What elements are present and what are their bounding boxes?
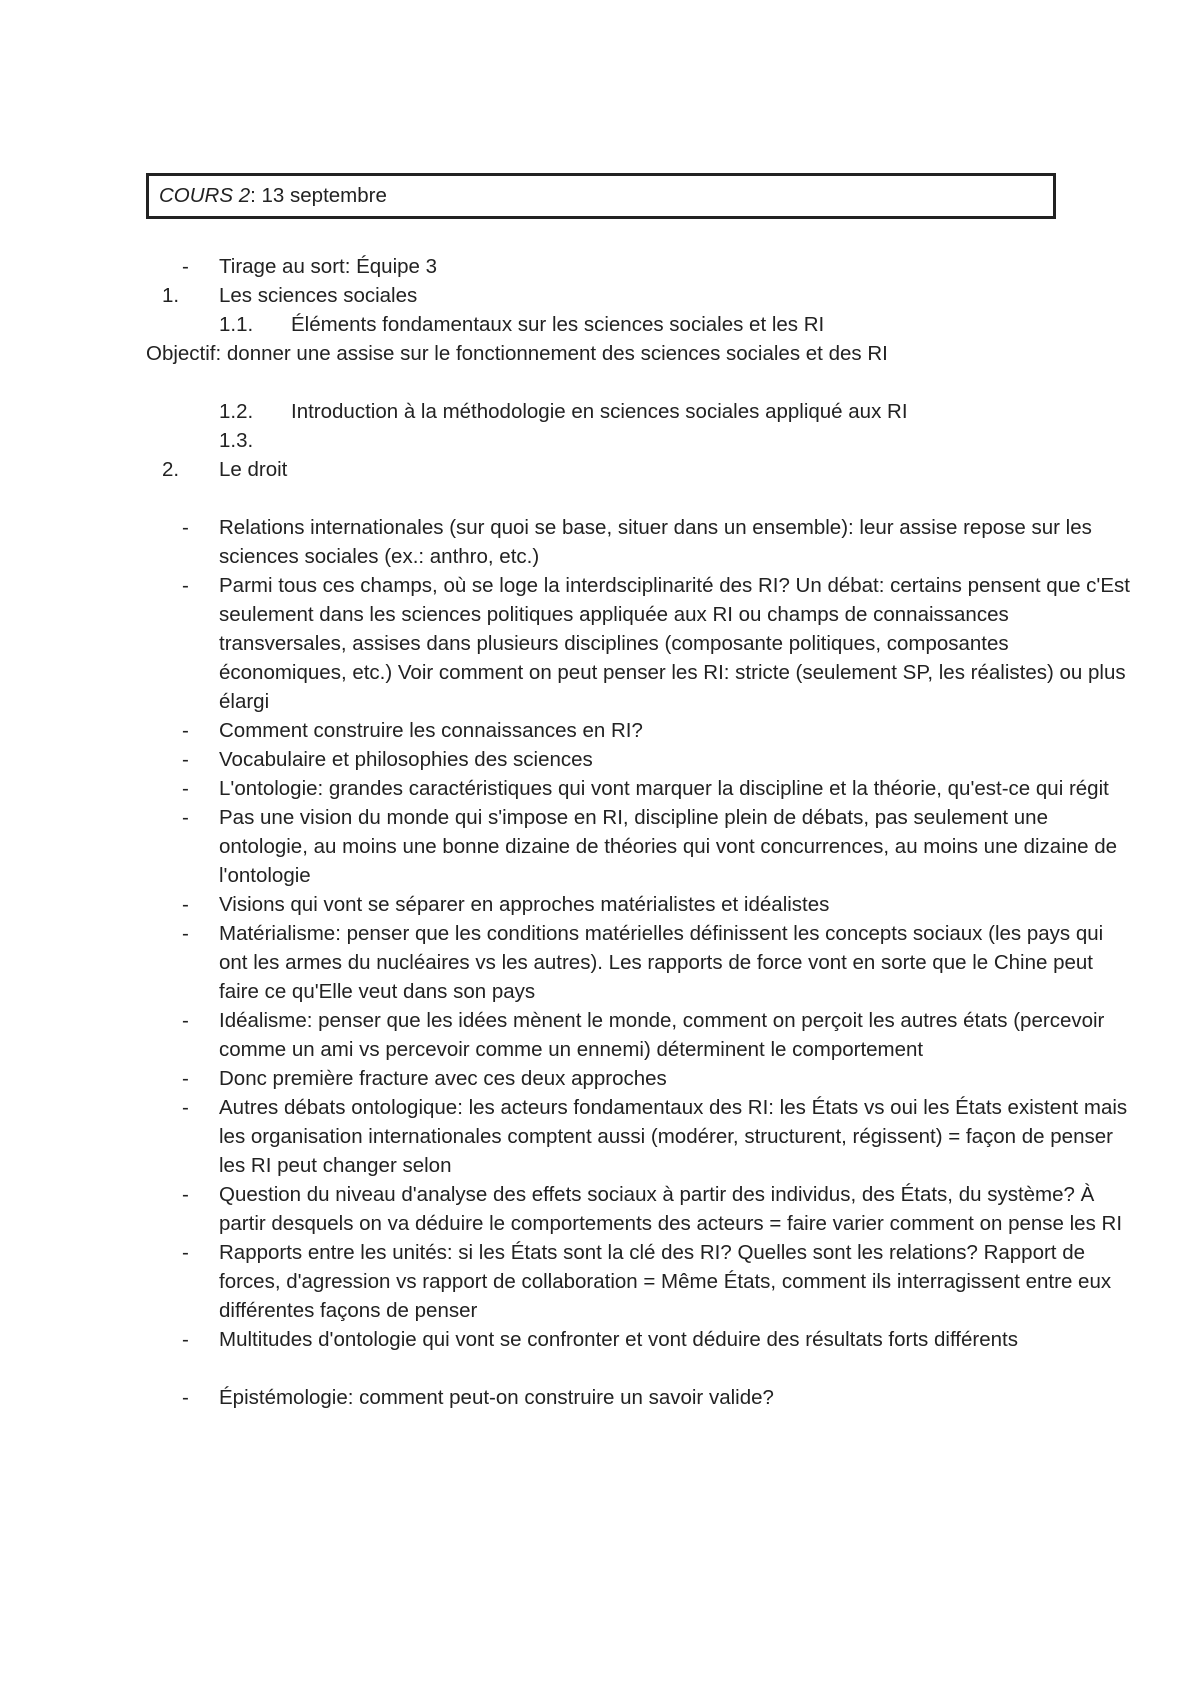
spacer [146,368,1066,397]
dash-marker: - [182,1067,189,1090]
dash-marker: - [182,516,189,539]
subsection-1-2-title: Introduction à la méthodologie en sciences sociales appliqué aux RI [291,400,908,423]
dash-marker: - [182,1386,189,1409]
course-title-box [146,173,1056,219]
dash-marker: - [182,574,189,597]
list-item-text: Épistémologie: comment peut-on construire un savoir valide? [219,1386,774,1409]
notes-bullet-list [146,513,1130,1412]
subsection-1-1-title: Éléments fondamentaux sur les sciences sociales et les RI [291,313,825,336]
dash-marker: - [182,1096,189,1119]
list-item [146,716,1136,745]
list-item [146,919,1136,1006]
list-item-text: Rapports entre les unités: si les États sont la clé des RI? Quelles sont les relations? Rapport de forces, d'agression vs rapport de collaboration = Même États, comment ils interragissent entre eux différentes façons de penser [219,1241,1112,1322]
dash-marker: - [182,255,189,278]
spacer [146,484,1066,513]
list-item [146,890,1136,919]
list-item-text: Visions qui vont se séparer en approches matérialistes et idéalistes [219,893,830,916]
list-item-text: Vocabulaire et philosophies des sciences [219,748,593,771]
list-item-text: L'ontologie: grandes caractéristiques qui vont marquer la discipline et la théorie, qu'est-ce qui régit [219,777,1109,800]
list-item [146,1383,1136,1412]
dash-marker: - [182,893,189,916]
list-item [146,1093,1136,1180]
list-item [146,571,1136,716]
section-1-title: Les sciences sociales [219,284,418,307]
list-item-text: Matérialisme: penser que les conditions matérielles définissent les concepts sociaux (les pays qui ont les armes du nucléaires vs les autres). Les rapports de force vont en sorte que le Chine peut faire ce qu'Elle veut dans son pays [219,922,1104,1003]
section-2-number: 2. [162,458,180,481]
dash-marker: - [182,777,189,800]
subsection-1-2-heading [146,397,1066,426]
spacer [146,1354,1066,1383]
dash-marker: - [182,1241,189,1264]
list-item [146,774,1136,803]
section-2-title: Le droit [219,458,288,481]
subsection-1-3-number: 1.3. [219,429,254,452]
list-item [146,745,1136,774]
section-1-number: 1. [162,284,180,307]
list-item [146,1325,1136,1354]
draw-text: Tirage au sort: Équipe 3 [219,255,438,278]
dash-marker: - [182,922,189,945]
list-item [146,803,1136,890]
list-item [146,513,1136,571]
list-item [146,1064,1136,1093]
objective-text: Objectif: donner une assise sur le fonctionnement des sciences sociales et des RI [146,342,888,365]
list-item [146,1238,1136,1325]
subsection-1-1-heading [146,310,1066,339]
list-item-text: Donc première fracture avec ces deux approches [219,1067,667,1090]
list-item [146,1006,1136,1064]
list-item-text: Pas une vision du monde qui s'impose en RI, discipline plein de débats, pas seulement une ontologie, au moins une bonne dizaine de théories qui vont concurrences, au moins une dizaine de l'ontologie [219,806,1118,887]
dash-marker: - [182,806,189,829]
dash-marker: - [182,1009,189,1032]
course-date: : 13 septembre [250,184,387,207]
list-item-text: Parmi tous ces champs, où se loge la interdsciplinarité des RI? Un débat: certains pensent que c'Est seulement dans les sciences politiques appliquée aux RI ou champs de connaissances transversales, assises dans plusieurs disciplines (composante politiques, composantes économiques, etc.) Voir comment on peut penser les RI: stricte (seulement SP, les réalistes) ou plus élargi [219,574,1130,713]
list-item-text: Multitudes d'ontologie qui vont se confronter et vont déduire des résultats forts différents [219,1328,1018,1351]
list-item-text: Autres débats ontologique: les acteurs fondamentaux des RI: les États vs oui les États existent mais les organisation internationales comptent aussi (modérer, structurent, régissent) = façon de penser les RI peut changer selon [219,1096,1128,1177]
subsection-1-2-number: 1.2. [219,400,254,423]
dash-marker: - [182,719,189,742]
list-item [146,1180,1136,1238]
list-item-text: Comment construire les connaissances en RI? [219,719,643,742]
course-label: COURS 2 [159,184,251,207]
section-1-heading [146,281,1066,310]
dash-marker: - [182,1328,189,1351]
list-item-text: Question du niveau d'analyse des effets sociaux à partir des individus, des États, du système? À partir desquels on va déduire le comportements des acteurs = faire varier comment on pense les RI [219,1183,1123,1235]
section-2-heading [146,455,1066,484]
list-item-text: Relations internationales (sur quoi se base, situer dans un ensemble): leur assise repose sur les sciences sociales (ex.: anthro, etc.) [219,516,1092,568]
notes-content [146,252,1130,1412]
subsection-1-3-heading [146,426,1066,455]
dash-marker: - [182,748,189,771]
list-item-text: Idéalisme: penser que les idées mènent le monde, comment on perçoit les autres états (percevoir comme un ami vs percevoir comme un ennemi) déterminent le comportement [219,1009,1105,1061]
draw-line [146,252,1066,281]
objective-line [146,339,1066,368]
dash-marker: - [182,1183,189,1206]
subsection-1-1-number: 1.1. [219,313,254,336]
